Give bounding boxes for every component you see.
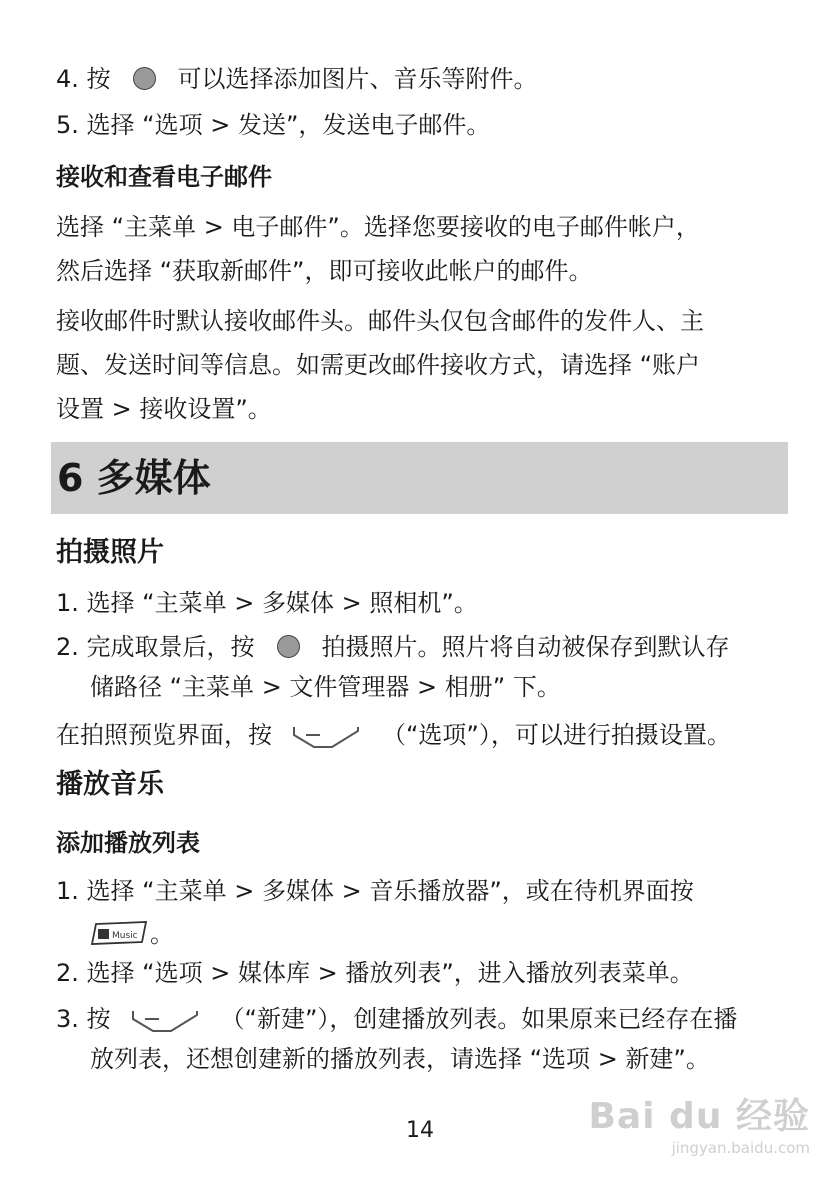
music-key-label: Music — [112, 931, 138, 941]
step-number: 1. — [56, 589, 79, 617]
left-softkey-icon — [131, 1005, 199, 1042]
note-text-post: （“选项”），可以进行拍摄设置。 — [382, 721, 731, 749]
step-text-post: 拍摄照片。照片将自动被保存到默认存 — [321, 633, 730, 661]
step-text-pre: 按 — [86, 65, 111, 93]
step-text: 选择 “选项 > 发送”，发送电子邮件。 — [86, 111, 491, 139]
step-number: 4. — [56, 65, 79, 93]
step-text-pre: 按 — [86, 1005, 111, 1033]
chapter-banner — [51, 442, 788, 514]
step-text: 选择 “主菜单 > 多媒体 > 照相机”。 — [86, 589, 478, 617]
music-step-1-line-2 — [90, 918, 174, 955]
photo-note — [56, 720, 731, 758]
page-number: 14 — [406, 1118, 434, 1143]
photo-step-1 — [56, 588, 478, 618]
receive-heading: 接收和查看电子邮件 — [56, 163, 272, 191]
step-text-post: （“新建”），创建播放列表。如果原来已经存在播 — [220, 1005, 738, 1033]
step-text-end: 。 — [150, 920, 174, 948]
photo-step-2-line-2: 储路径 “主菜单 > 文件管理器 > 相册” 下。 — [90, 673, 561, 701]
receive-paragraph-1-line-2: 然后选择 “获取新邮件”，即可接收此帐户的邮件。 — [56, 257, 593, 285]
step-4 — [56, 64, 538, 94]
music-key-icon — [90, 918, 150, 955]
note-text-pre: 在拍照预览界面，按 — [56, 721, 272, 749]
step-text-post: 可以选择添加图片、音乐等附件。 — [177, 65, 538, 93]
step-text: 选择 “选项 > 媒体库 > 播放列表”，进入播放列表菜单。 — [86, 959, 694, 987]
step-number: 1. — [56, 877, 79, 905]
photo-step-2 — [56, 632, 730, 662]
receive-paragraph-1-line-1: 选择 “主菜单 > 电子邮件”。选择您要接收的电子邮件帐户， — [56, 213, 700, 241]
receive-paragraph-2-line-1: 接收邮件时默认接收邮件头。邮件头仅包含邮件的发件人、主 — [56, 307, 704, 335]
music-step-3 — [56, 1004, 737, 1042]
step-text-pre: 完成取景后，按 — [86, 633, 255, 661]
step-text: 选择 “主菜单 > 多媒体 > 音乐播放器”，或在待机界面按 — [86, 877, 694, 905]
music-step-2 — [56, 958, 694, 988]
playlist-heading: 添加播放列表 — [56, 829, 200, 857]
music-step-3-line-2: 放列表，还想创建新的播放列表，请选择 “选项 > 新建”。 — [90, 1045, 710, 1073]
photo-heading: 拍摄照片 — [56, 537, 164, 568]
watermark — [588, 1088, 810, 1157]
receive-paragraph-2-line-2: 题、发送时间等信息。如需更改邮件接收方式，请选择 “账户 — [56, 351, 701, 379]
step-number: 5. — [56, 111, 79, 139]
round-key-icon — [133, 67, 156, 90]
step-number: 3. — [56, 1005, 79, 1033]
watermark-url: jingyan.baidu.com — [671, 1139, 810, 1157]
receive-paragraph-2-line-3: 设置 > 接收设置”。 — [56, 395, 272, 423]
round-key-icon — [277, 635, 300, 658]
music-step-1 — [56, 876, 694, 906]
step-5 — [56, 110, 490, 140]
left-softkey-icon — [292, 721, 360, 758]
step-number: 2. — [56, 633, 79, 661]
chapter-title: 6 多媒体 — [57, 456, 211, 500]
music-heading: 播放音乐 — [56, 769, 164, 800]
step-number: 2. — [56, 959, 79, 987]
watermark-logo: Bai du 经验 — [588, 1096, 810, 1137]
